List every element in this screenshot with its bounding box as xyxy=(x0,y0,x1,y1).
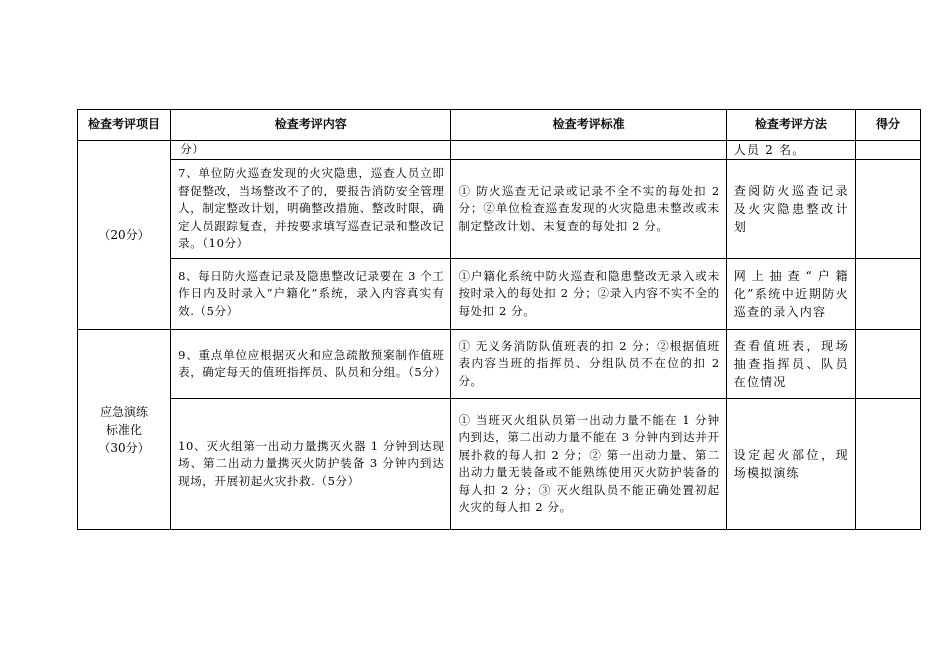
score-cell xyxy=(855,259,920,330)
inspection-score-table xyxy=(77,109,921,530)
content-cell: 9、重点单位应根据灭火和应急疏散预案制作值班表，确定每天的值班指挥员、队员和分组。（5分） xyxy=(171,330,451,399)
table-row xyxy=(78,399,921,530)
header-method: 检查考评方法 xyxy=(726,110,855,141)
group-item-cell xyxy=(78,141,171,330)
table-row xyxy=(78,160,921,259)
table-row xyxy=(78,330,921,399)
group-item-cell xyxy=(78,330,171,530)
standard-cell: ①户籍化系统中防火巡查和隐患整改无录入或未按时录入的每处扣 2 分；②录入内容不实不全的每处扣 2 分。 xyxy=(451,259,726,330)
header-standard: 检查考评标准 xyxy=(451,110,726,141)
content-cell: 8、每日防火巡查记录及隐患整改记录要在 3 个工作日内及时录入“户籍化”系统，录入内容真实有效.（5分） xyxy=(171,259,451,330)
standard-cell: ① 无义务消防队值班表的扣 2 分；②根据值班表内容当班的指挥员、分组队员不在位的扣 2 分。 xyxy=(451,330,726,399)
group-item-label: （20分） xyxy=(98,228,150,242)
method-cell: 查阅防火巡查记录及火灾隐患整改计划 xyxy=(726,160,855,259)
method-cell: 网上抽查“户籍化”系统中近期防火巡查的录入内容 xyxy=(726,259,855,330)
header-content: 检查考评内容 xyxy=(171,110,451,141)
standard-cell: ① 当班灭火组队员第一出动力量不能在 1 分钟内到达，第二出动力量不能在 3 分钟内到达并开展扑救的每人扣 2 分；② 第一出动力量、第二出动力量无装备或不能熟练使用灭火防护装备的每人扣 2 分；③ 灭火组队员不能正确处置初起火灾的每人扣 2 分。 xyxy=(451,399,726,530)
score-cell xyxy=(855,160,920,259)
group-item-label-line: （30分） xyxy=(98,440,150,455)
content-text: 分） xyxy=(180,142,205,157)
table-row xyxy=(78,141,921,160)
method-cell: 查看值班表，现场抽查指挥员、队员在位情况 xyxy=(726,330,855,399)
method-cell: 人员 2 名。 xyxy=(726,141,855,160)
content-cell xyxy=(171,141,451,160)
header-item: 检查考评项目 xyxy=(78,110,171,141)
table-row xyxy=(78,259,921,330)
table-header-row xyxy=(78,110,921,141)
group-item-label-line: 应急演练 xyxy=(100,404,149,419)
content-cell: 10、灭火组第一出动力量携灭火器 1 分钟到达现场、第二出动力量携灭火防护装备 3 分钟内到达现场，开展初起火灾扑救.（5分） xyxy=(171,399,451,530)
score-cell xyxy=(855,141,920,160)
standard-cell: ① 防火巡查无记录或记录不全不实的每处扣 2 分；②单位检查巡查发现的火灾隐患未整改或未制定整改计划、未复查的每处扣 2 分。 xyxy=(451,160,726,259)
score-cell xyxy=(855,399,920,530)
header-score: 得分 xyxy=(855,110,920,141)
standard-cell xyxy=(451,141,726,160)
score-cell xyxy=(855,330,920,399)
group-item-label-line: 标准化 xyxy=(106,422,143,437)
content-cell: 7、单位防火巡查发现的火灾隐患，巡查人员立即督促整改，当场整改不了的，要报告消防安全管理人，制定整改计划，明确整改措施、整改时限，确定人员跟踪复查，并按要求填写巡查记录和整改记录。（10分） xyxy=(171,160,451,259)
method-cell: 设定起火部位，现场模拟演练 xyxy=(726,399,855,530)
